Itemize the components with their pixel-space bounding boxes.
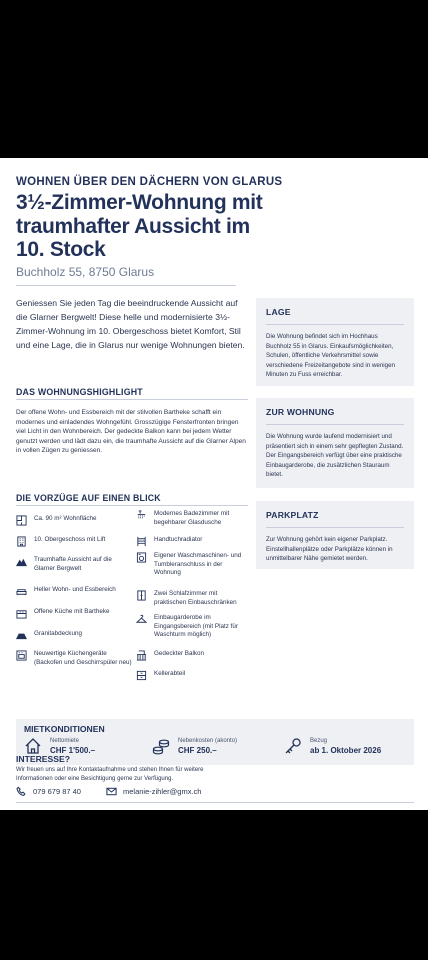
feature-item	[136, 670, 248, 681]
rent-value: CHF 1'500.–	[50, 745, 96, 755]
interest-heading: INTERESSE?	[16, 754, 70, 764]
feature-text: Kellerabteil	[154, 670, 186, 677]
floorplan-icon	[16, 515, 27, 526]
balcony-icon	[136, 650, 147, 661]
feature-text: Gedeckter Balkon	[154, 650, 205, 657]
house-icon	[24, 737, 42, 755]
appliance-icon	[16, 650, 27, 661]
feature-text: Neuwertige Küchengeräte (Backofen und Geschirrspüler neu)	[34, 650, 132, 666]
card-text: Zur Wohnung gehört kein eigener Parkplatz. Einstellhallenplätze oder Parkplätze können in unmittelbarer Nähe gemietet werden.	[266, 536, 393, 563]
divider	[16, 802, 414, 803]
divider	[16, 505, 248, 506]
mail-icon	[106, 786, 117, 797]
card-title: LAGE	[266, 307, 291, 317]
address: Buchholz 55, 8750 Glarus	[16, 265, 155, 279]
feature-item	[16, 630, 134, 641]
coins-icon	[152, 737, 170, 755]
feature-item	[16, 608, 134, 619]
card-text: Die Wohnung befindet sich im Hochhaus Buchholz 55 in Glarus. Einkaufsmöglichkeiten, Schulen, öffentliche Verkehrsmittel sowie verschiedene Freizeitangebote sind in wenigen Minuten zu Fuss erreichbar.	[266, 333, 395, 379]
divider	[266, 424, 404, 425]
hanger-icon	[136, 614, 147, 625]
card-title: ZUR WOHNUNG	[266, 407, 335, 417]
email-address[interactable]: melanie-zihler@gmx.ch	[123, 787, 202, 796]
wardrobe-icon	[136, 590, 147, 601]
key-icon	[284, 737, 302, 755]
contact-email[interactable]	[106, 786, 201, 797]
feature-text: Granitabdeckung	[34, 630, 82, 637]
rent-heading: MIETKONDITIONEN	[24, 724, 105, 734]
feature-text: Traumhafte Aussicht auf die Glarner Bergwelt	[34, 556, 112, 572]
page-title: 3½-Zimmer-Wohnung mit traumhafter Aussicht im 10. Stock	[16, 191, 263, 261]
card-parkplatz	[256, 501, 414, 569]
contact-phone[interactable]	[16, 786, 81, 797]
storage-icon	[136, 670, 147, 681]
feature-text: Modernes Badezimmer mit begehbarer Glasdusche	[154, 510, 230, 526]
feature-item	[136, 650, 248, 661]
feature-item	[136, 614, 248, 640]
feature-item	[136, 590, 248, 607]
bathroom-icon	[136, 510, 147, 521]
rent-label: Nebenkosten (akonto)	[178, 737, 238, 744]
rent-label: Bezug	[310, 737, 328, 744]
intro-text: Geniessen Sie jeden Tag die beeindruckende Aussicht auf die Glarner Bergwelt! Diese helle und modernisierte 3½-Zimmer-Wohnung im 10. Obergeschoss bietet Komfort, Stil und eine Lage, die in Glarus nur wenige Wohnungen bieten.	[16, 298, 245, 350]
building-icon	[16, 536, 27, 547]
washing-machine-icon	[136, 552, 147, 563]
rent-item-move-in	[284, 737, 381, 755]
phone-icon	[16, 786, 27, 797]
card-lage	[256, 298, 414, 386]
rent-value: ab 1. Oktober 2026	[310, 745, 382, 755]
towel-radiator-icon	[136, 536, 147, 547]
feature-text: 10. Obergeschoss mit Lift	[34, 536, 106, 543]
divider	[266, 324, 404, 325]
feature-item	[136, 510, 248, 527]
mountain-icon	[16, 556, 27, 567]
feature-item	[16, 556, 134, 573]
floor-tiles-icon	[16, 630, 27, 641]
feature-text: Ca. 90 m² Wohnfläche	[34, 515, 97, 522]
feature-text: Offene Küche mit Bartheke	[34, 608, 110, 615]
feature-item	[16, 650, 134, 667]
card-zur-wohnung	[256, 398, 414, 488]
feature-item	[16, 586, 134, 597]
sofa-icon	[16, 586, 27, 597]
feature-item	[16, 536, 134, 547]
rent-label: Nettomiete	[50, 737, 80, 744]
divider	[266, 527, 404, 528]
feature-item	[16, 515, 134, 526]
card-title: PARKPLATZ	[266, 510, 319, 520]
divider	[16, 399, 248, 400]
feature-text: Zwei Schlafzimmer mit praktischen Einbauschränken	[154, 590, 237, 606]
flyer-page	[0, 158, 428, 810]
phone-number[interactable]: 079 679 87 40	[33, 787, 81, 796]
feature-text: Eigener Waschmaschinen- und Tumbleranschluss in der Wohnung	[154, 552, 242, 577]
rent-conditions	[16, 719, 414, 765]
feature-item	[136, 536, 248, 547]
divider	[16, 285, 236, 286]
kitchen-icon	[16, 608, 27, 619]
highlight-heading: DAS WOHNUNGSHIGHLIGHT	[16, 387, 143, 397]
card-text: Die Wohnung wurde laufend modernisiert und präsentiert sich in einem sehr gepflegten Zustand. Der Eingangsbereich verfügt über eine praktische Einbaugarderobe, die zusätzlichen Stauraum bietet.	[266, 433, 404, 479]
feature-text: Einbaugarderobe im Eingangsbereich (mit Platz für Waschturm möglich)	[154, 614, 238, 639]
feature-text: Handtuchradiator	[154, 536, 203, 543]
rent-item-extra	[152, 737, 237, 755]
highlight-text: Der offene Wohn- und Essbereich mit der stilvollen Bartheke schafft ein modernes und einladendes Wohngefühl. Grosszügige Fensterfronten bringen viel Licht in den Wohnbereich. Der gedeckte Balkon kann bei jedem Wetter genutzt werden und lädt dazu ein, die traumhafte Aussicht auf die Glarner Alpen in vollen Zügen zu geniessen.	[16, 409, 246, 454]
features-heading: DIE VORZÜGE AUF EINEN BLICK	[16, 493, 161, 503]
interest-text: Wir freuen uns auf Ihre Kontaktaufnahme und stehen Ihnen für weitere Informationen oder eine Besichtigung gerne zur Verfügung.	[16, 767, 204, 782]
feature-text: Heller Wohn- und Essbereich	[34, 586, 116, 593]
rent-value: CHF 250.–	[178, 745, 217, 755]
feature-item	[136, 552, 248, 578]
rent-item-net	[24, 737, 95, 755]
kicker: WOHNEN ÜBER DEN DÄCHERN VON GLARUS	[16, 176, 283, 188]
